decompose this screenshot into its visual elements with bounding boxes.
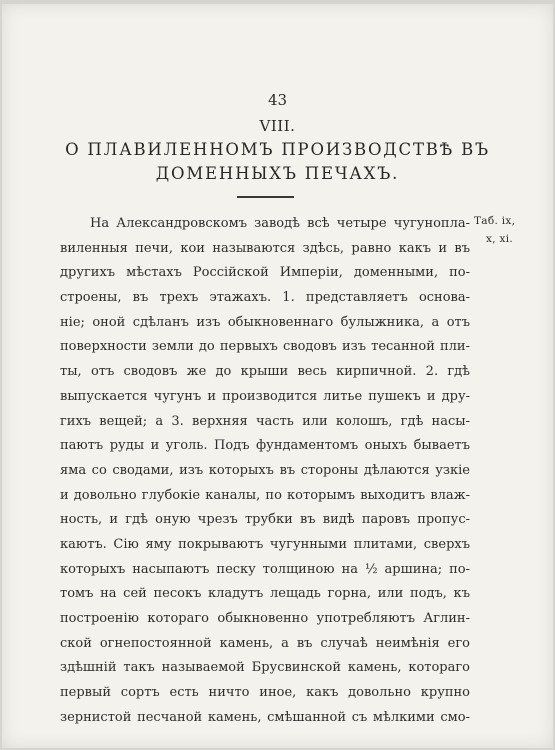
body-line: которыхъ насыпаютъ песку толщиною на ½ аршина; по- (60, 561, 470, 577)
body-line: ты, отъ сводовъ же до крыши весь кирпичной. 2. гдѣ (60, 364, 470, 380)
body-line: зернистой песчаной камень, смѣшанной съ мѣлкими смо- (60, 709, 470, 725)
margin-note (474, 212, 544, 248)
chapter-title-line-2: ДОМЕННЫХЪ ПЕЧАХЪ. (155, 164, 400, 183)
body-line: здѣшнiй такъ называемой Брусвинской камень, котораго (60, 660, 470, 676)
body-line: На Александровскомъ заводѣ всѣ четыре чугуноплa- (90, 216, 470, 231)
body-line: первый сортъ есть ничто иное, какъ довольно крупно (60, 685, 470, 701)
body-line: строены, въ трехъ этажахъ. 1. представляетъ основа- (60, 290, 470, 306)
body-line: ской огнепостоянной камень, а въ случаѣ неимѣнiя его (60, 635, 470, 651)
chapter-title-line-1: О ПЛАВИЛЕННОМЪ ПРОИЗВОДСТВѢ ВЪ (65, 140, 490, 159)
margin-note-line-2: x, xi. (486, 233, 514, 245)
title-divider (237, 196, 294, 198)
body-line: томъ на сей песокъ кладутъ лещадь горна, или подъ, къ (60, 586, 470, 602)
page-number: 43 (267, 91, 288, 109)
book-page (2, 4, 553, 748)
chapter-number: VIII. (259, 117, 296, 135)
margin-note-line-1: Таб. ix, (474, 215, 516, 227)
body-line: ность, и гдѣ оную чрезъ трубки въ видѣ паровъ пропус- (60, 512, 470, 528)
body-text (60, 212, 470, 730)
body-line: паютъ руды и уголь. Подъ фундаментомъ оныхъ бываетъ (60, 438, 470, 454)
body-line: выпускается чугунъ и производится литье пушекъ и дру- (60, 388, 470, 404)
body-line: построенiю котораго обыкновенно употребляютъ Аглин- (60, 611, 470, 626)
body-line: нiе; оной сдѣланъ изъ обыкновеннаго булыжника, а отъ (60, 314, 470, 330)
body-line: каютъ. Сiю яму покрываютъ чугунными плитами, сверхъ (60, 536, 470, 552)
body-line: виленныя печи, кои называются здѣсь, равно какъ и въ (60, 240, 470, 256)
body-line: и довольно глубокiе каналы, по которымъ выходитъ влаж- (60, 487, 470, 503)
body-line: другихъ мѣстахъ Россiйской Имперiи, доменными, по- (60, 265, 470, 281)
body-line: поверхности земли до первыхъ сводовъ изъ тесанной пли- (60, 339, 470, 355)
body-line: яма со сводами, изъ которыхъ въ стороны дѣлаются узкiе (60, 462, 470, 478)
body-line: гихъ вещей; а 3. верхняя часть или колошъ, гдѣ насы- (60, 413, 470, 429)
